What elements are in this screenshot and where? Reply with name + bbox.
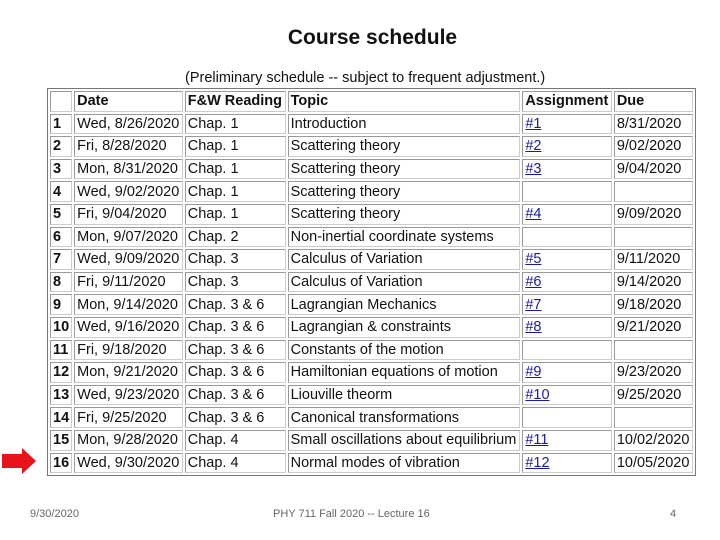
lecture-number-cell: 12 bbox=[50, 362, 72, 383]
lecture-date-cell: Mon, 9/07/2020 bbox=[74, 227, 183, 248]
schedule-subtitle: (Preliminary schedule -- subject to frequent adjustment.) bbox=[185, 70, 546, 86]
assignment-cell bbox=[522, 362, 612, 383]
schedule-table bbox=[47, 88, 696, 476]
lecture-date-cell: Fri, 9/11/2020 bbox=[74, 272, 183, 293]
reading-cell: Chap. 3 & 6 bbox=[185, 294, 286, 315]
due-date-cell bbox=[614, 407, 693, 428]
reading-cell: Chap. 4 bbox=[185, 453, 286, 474]
assignment-link[interactable]: #7 bbox=[525, 296, 542, 313]
topic-cell: Lagrangian Mechanics bbox=[288, 294, 521, 315]
due-date-cell bbox=[614, 227, 693, 248]
topic-cell: Normal modes of vibration bbox=[288, 453, 521, 474]
lecture-number-cell: 10 bbox=[50, 317, 72, 338]
assignment-cell bbox=[522, 317, 612, 338]
reading-cell: Chap. 2 bbox=[185, 227, 286, 248]
reading-cell: Chap. 1 bbox=[185, 136, 286, 157]
assignment-link[interactable]: #8 bbox=[525, 319, 542, 336]
topic-cell: Scattering theory bbox=[288, 159, 521, 180]
assignment-link[interactable]: #11 bbox=[525, 432, 549, 449]
lecture-number-cell: 14 bbox=[50, 407, 72, 428]
reading-cell: Chap. 3 & 6 bbox=[185, 407, 286, 428]
reading-cell: Chap. 3 bbox=[185, 272, 286, 293]
assignment-link[interactable]: #2 bbox=[525, 138, 542, 155]
topic-cell: Lagrangian & constraints bbox=[288, 317, 521, 338]
topic-cell: Introduction bbox=[288, 114, 521, 135]
topic-cell: Non-inertial coordinate systems bbox=[288, 227, 521, 248]
reading-cell: Chap. 4 bbox=[185, 430, 286, 451]
table-row bbox=[50, 204, 693, 225]
due-date-cell: 9/23/2020 bbox=[614, 362, 693, 383]
due-date-cell: 9/25/2020 bbox=[614, 385, 693, 406]
reading-cell: Chap. 1 bbox=[185, 114, 286, 135]
due-date-cell: 9/21/2020 bbox=[614, 317, 693, 338]
lecture-date-cell: Mon, 8/31/2020 bbox=[74, 159, 183, 180]
assignment-cell bbox=[522, 249, 612, 270]
table-row bbox=[50, 340, 693, 361]
lecture-number-cell: 15 bbox=[50, 430, 72, 451]
due-date-cell: 9/14/2020 bbox=[614, 272, 693, 293]
reading-cell: Chap. 1 bbox=[185, 159, 286, 180]
assignment-cell bbox=[522, 159, 612, 180]
reading-cell: Chap. 1 bbox=[185, 204, 286, 225]
assignment-cell bbox=[522, 227, 612, 248]
due-date-cell: 9/09/2020 bbox=[614, 204, 693, 225]
lecture-number-cell: 5 bbox=[50, 204, 72, 225]
reading-cell: Chap. 3 & 6 bbox=[185, 340, 286, 361]
reading-cell: Chap. 3 bbox=[185, 249, 286, 270]
table-row bbox=[50, 317, 693, 338]
assignment-cell bbox=[522, 114, 612, 135]
topic-cell: Liouville theorm bbox=[288, 385, 521, 406]
column-header: Assignment bbox=[522, 91, 612, 112]
lecture-number-cell: 6 bbox=[50, 227, 72, 248]
lecture-date-cell: Fri, 9/18/2020 bbox=[74, 340, 183, 361]
due-date-cell: 10/05/2020 bbox=[614, 453, 693, 474]
topic-cell: Hamiltonian equations of motion bbox=[288, 362, 521, 383]
current-lecture-arrow-icon bbox=[2, 448, 38, 474]
assignment-link[interactable]: #9 bbox=[525, 364, 542, 381]
lecture-number-cell: 1 bbox=[50, 114, 72, 135]
column-header bbox=[50, 91, 72, 112]
due-date-cell: 9/11/2020 bbox=[614, 249, 693, 270]
column-header: F&W Reading bbox=[185, 91, 286, 112]
topic-cell: Canonical transformations bbox=[288, 407, 521, 428]
table-row bbox=[50, 181, 693, 202]
slide-title: Course schedule bbox=[287, 26, 458, 49]
assignment-cell bbox=[522, 385, 612, 406]
lecture-number-cell: 2 bbox=[50, 136, 72, 157]
due-date-cell: 10/02/2020 bbox=[614, 430, 693, 451]
lecture-date-cell: Wed, 9/30/2020 bbox=[74, 453, 183, 474]
lecture-number-cell: 16 bbox=[50, 453, 72, 474]
lecture-date-cell: Wed, 9/02/2020 bbox=[74, 181, 183, 202]
assignment-cell bbox=[522, 430, 612, 451]
topic-cell: Scattering theory bbox=[288, 181, 521, 202]
column-header: Due bbox=[614, 91, 693, 112]
assignment-cell bbox=[522, 204, 612, 225]
assignment-link[interactable]: #1 bbox=[525, 115, 542, 132]
assignment-link[interactable]: #3 bbox=[525, 161, 542, 178]
table-row bbox=[50, 114, 693, 135]
assignment-link[interactable]: #10 bbox=[525, 387, 550, 404]
due-date-cell bbox=[614, 181, 693, 202]
assignment-cell bbox=[522, 453, 612, 474]
assignment-cell bbox=[522, 181, 612, 202]
table-header-row bbox=[50, 91, 693, 112]
table-row bbox=[50, 159, 693, 180]
lecture-date-cell: Wed, 9/16/2020 bbox=[74, 317, 183, 338]
lecture-date-cell: Mon, 9/28/2020 bbox=[74, 430, 183, 451]
table-row bbox=[50, 227, 693, 248]
lecture-number-cell: 8 bbox=[50, 272, 72, 293]
assignment-cell bbox=[522, 136, 612, 157]
table-row bbox=[50, 430, 693, 451]
reading-cell: Chap. 1 bbox=[185, 181, 286, 202]
lecture-date-cell: Wed, 9/23/2020 bbox=[74, 385, 183, 406]
assignment-link[interactable]: #4 bbox=[525, 206, 542, 223]
assignment-cell bbox=[522, 407, 612, 428]
table-row bbox=[50, 249, 693, 270]
table-row bbox=[50, 362, 693, 383]
topic-cell: Calculus of Variation bbox=[288, 272, 521, 293]
lecture-date-cell: Mon, 9/14/2020 bbox=[74, 294, 183, 315]
assignment-cell bbox=[522, 340, 612, 361]
reading-cell: Chap. 3 & 6 bbox=[185, 385, 286, 406]
lecture-number-cell: 9 bbox=[50, 294, 72, 315]
topic-cell: Calculus of Variation bbox=[288, 249, 521, 270]
table-row bbox=[50, 136, 693, 157]
topic-cell: Scattering theory bbox=[288, 204, 521, 225]
assignment-link[interactable]: #12 bbox=[525, 454, 550, 471]
topic-cell: Small oscillations about equilibrium bbox=[288, 430, 521, 451]
assignment-cell bbox=[522, 294, 612, 315]
lecture-number-cell: 13 bbox=[50, 385, 72, 406]
table-row bbox=[50, 385, 693, 406]
lecture-date-cell: Mon, 9/21/2020 bbox=[74, 362, 183, 383]
footer-date: 9/30/2020 bbox=[30, 508, 79, 520]
due-date-cell: 8/31/2020 bbox=[614, 114, 693, 135]
slide-number: 4 bbox=[670, 508, 677, 520]
lecture-date-cell: Wed, 8/26/2020 bbox=[74, 114, 183, 135]
due-date-cell: 9/04/2020 bbox=[614, 159, 693, 180]
lecture-date-cell: Fri, 8/28/2020 bbox=[74, 136, 183, 157]
table-row bbox=[50, 294, 693, 315]
lecture-date-cell: Wed, 9/09/2020 bbox=[74, 249, 183, 270]
lecture-date-cell: Fri, 9/25/2020 bbox=[74, 407, 183, 428]
due-date-cell bbox=[614, 340, 693, 361]
due-date-cell: 9/18/2020 bbox=[614, 294, 693, 315]
topic-cell: Scattering theory bbox=[288, 136, 521, 157]
column-header: Topic bbox=[288, 91, 521, 112]
lecture-number-cell: 3 bbox=[50, 159, 72, 180]
topic-cell: Constants of the motion bbox=[288, 340, 521, 361]
lecture-number-cell: 11 bbox=[50, 340, 72, 361]
lecture-number-cell: 4 bbox=[50, 181, 72, 202]
table-row bbox=[50, 407, 693, 428]
reading-cell: Chap. 3 & 6 bbox=[185, 362, 286, 383]
assignment-link[interactable]: #6 bbox=[525, 274, 542, 291]
due-date-cell: 9/02/2020 bbox=[614, 136, 693, 157]
assignment-link[interactable]: #5 bbox=[525, 251, 542, 268]
column-header: Date bbox=[74, 91, 183, 112]
table-row bbox=[50, 453, 693, 474]
lecture-number-cell: 7 bbox=[50, 249, 72, 270]
lecture-date-cell: Fri, 9/04/2020 bbox=[74, 204, 183, 225]
reading-cell: Chap. 3 & 6 bbox=[185, 317, 286, 338]
table-row bbox=[50, 272, 693, 293]
assignment-cell bbox=[522, 272, 612, 293]
footer-course: PHY 711 Fall 2020 -- Lecture 16 bbox=[273, 508, 430, 520]
